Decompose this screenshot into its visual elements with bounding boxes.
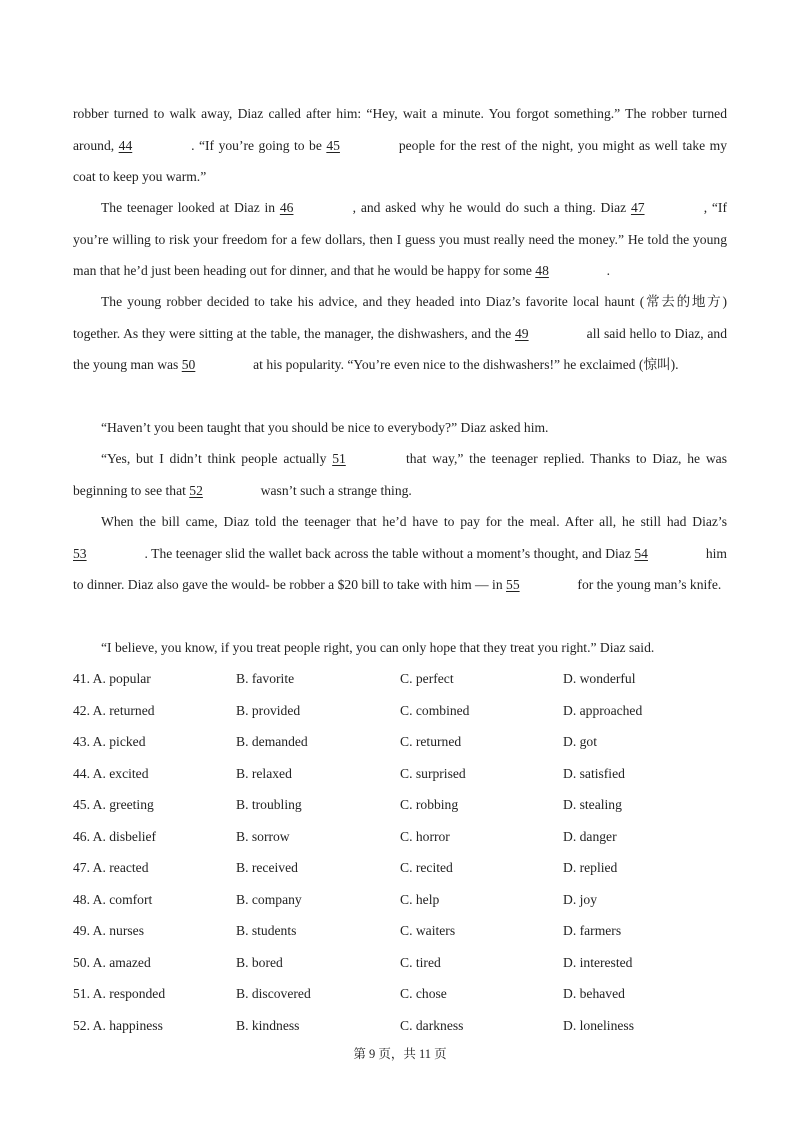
blank-48: 48	[535, 263, 549, 278]
option-b: B. demanded	[236, 734, 308, 749]
passage-text: “Yes, but I didn’t think people actually	[101, 451, 333, 466]
option-b: B. kindness	[236, 1017, 300, 1033]
passage-paragraph-1	[73, 98, 727, 193]
passage-paragraph-7	[73, 632, 727, 664]
blank-50: 50	[181, 357, 196, 372]
question-row-51	[73, 978, 733, 1010]
option-c: C. combined	[400, 702, 470, 718]
passage-text: .	[603, 263, 611, 278]
passage-text: , and asked why he would do such a thing. Diaz	[347, 200, 631, 215]
passage-paragraph-4	[73, 412, 727, 444]
option-b: B. received	[236, 860, 298, 875]
option-b: B. discovered	[236, 986, 311, 1001]
passage-paragraph-5	[73, 443, 727, 506]
blank-44: 44	[118, 137, 133, 153]
option-c: C. horror	[400, 828, 450, 844]
option-d: D. loneliness	[563, 1017, 634, 1033]
option-c: C. recited	[400, 860, 453, 875]
option-a: 44. A. excited	[73, 765, 149, 781]
passage-text: for the young man’s knife.	[574, 577, 722, 592]
option-c: C. help	[400, 891, 440, 907]
question-row-44	[73, 758, 733, 790]
option-b: B. bored	[236, 954, 283, 970]
option-d: D. interested	[563, 954, 633, 970]
answer-options	[73, 663, 733, 1041]
option-a: 48. A. comfort	[73, 891, 153, 907]
passage-paragraph-3	[73, 286, 727, 381]
option-d: D. replied	[563, 860, 618, 875]
blank-46: 46	[279, 200, 294, 215]
question-row-43	[73, 726, 733, 758]
option-d: D. got	[563, 734, 597, 749]
option-c: C. robbing	[400, 797, 459, 812]
option-c: C. returned	[400, 734, 462, 749]
page-number: 第 9 页，共 11 页	[353, 1047, 447, 1061]
question-row-42	[73, 695, 733, 727]
passage-text: The teenager looked at Diaz in	[101, 200, 280, 215]
option-c: C. tired	[400, 954, 441, 970]
question-row-49	[73, 915, 733, 947]
option-a: 43. A. picked	[73, 734, 146, 749]
passage-text: all said hello to Diaz, and the young man was	[73, 325, 727, 372]
option-a: 46. A. disbelief	[73, 828, 157, 844]
option-a: 47. A. reacted	[73, 860, 149, 875]
option-a: 42. A. returned	[73, 702, 155, 718]
option-b: B. troubling	[236, 797, 302, 812]
passage-paragraph-2	[73, 192, 727, 287]
option-d: D. satisfied	[563, 765, 625, 781]
question-row-52	[73, 1010, 733, 1042]
blank-52: 52	[189, 482, 203, 498]
passage-text: wasn’t such a strange thing.	[257, 482, 412, 498]
question-row-48	[73, 884, 733, 916]
option-a: 49. A. nurses	[73, 923, 144, 938]
question-row-47	[73, 852, 733, 884]
passage-text: , “If you’re willing to risk your freedom for a few dollars, then I guess you must really need the money.” He told the young man that he’d just been heading out for dinner, and that he would be happy for some	[73, 200, 727, 278]
option-c: C. surprised	[400, 765, 466, 781]
question-row-41	[73, 663, 733, 695]
option-c: C. perfect	[400, 671, 454, 686]
passage-text: him to dinner. Diaz also gave the would- be robber a $20 bill to take with him — in	[73, 545, 728, 592]
passage-text: “Haven’t you been taught that you should be nice to everybody?” Diaz asked him.	[101, 420, 549, 435]
passage-text: . The teenager slid the wallet back across the table without a moment’s thought, and Diaz	[141, 545, 635, 561]
option-a: 52. A. happiness	[73, 1017, 163, 1033]
passage-text: that way,” the teenager replied. Thanks to Diaz, he was beginning to see that	[73, 451, 727, 498]
option-b: B. sorrow	[236, 828, 290, 844]
passage-text: at his popularity. “You’re even nice to the dishwashers!” he exclaimed (惊叫).	[249, 357, 679, 372]
blank-55: 55	[506, 577, 520, 592]
option-a: 50. A. amazed	[73, 954, 151, 970]
passage-text: . “If you’re going to be	[186, 137, 327, 153]
option-b: B. provided	[236, 702, 301, 718]
passage-text: robber turned to walk away, Diaz called after him: “Hey, wait a minute. You forgot something.” The robber turned around,	[73, 106, 727, 153]
option-d: D. joy	[563, 891, 597, 907]
option-b: B. relaxed	[236, 765, 292, 781]
blank-54: 54	[634, 545, 648, 561]
option-b: B. favorite	[236, 671, 295, 686]
blank-53: 53	[73, 545, 87, 561]
passage-text: When the bill came, Diaz told the teenager that he’d have to pay for the meal. After all, he still had Diaz’s	[101, 514, 727, 529]
blank-47: 47	[630, 200, 645, 215]
option-d: D. danger	[563, 828, 617, 844]
option-d: D. behaved	[563, 986, 625, 1001]
question-row-50	[73, 947, 733, 979]
option-a: 51. A. responded	[73, 986, 166, 1001]
question-row-45	[73, 789, 733, 821]
blank-51: 51	[332, 451, 346, 466]
blank-49: 49	[515, 325, 529, 341]
blank-45: 45	[326, 137, 340, 153]
option-d: D. wonderful	[563, 671, 636, 686]
option-b: B. company	[236, 891, 302, 907]
option-c: C. chose	[400, 986, 447, 1001]
question-row-46	[73, 821, 733, 853]
option-a: 41. A. popular	[73, 671, 151, 686]
option-c: C. waiters	[400, 923, 456, 938]
passage-text: people for the rest of the night, you might as well take my coat to keep you warm.”	[73, 137, 728, 184]
passage-text: The young robber decided to take his advice, and they headed into Diaz’s favorite local haunt (常去的地方) together. As they were sitting at the table, the manager, the dishwashers, and the	[73, 294, 727, 341]
option-d: D. farmers	[563, 923, 622, 938]
passage-paragraph-6	[73, 506, 727, 601]
option-d: D. approached	[563, 702, 643, 718]
option-c: C. darkness	[400, 1017, 464, 1033]
passage-text: “I believe, you know, if you treat people right, you can only hope that they treat you right.” Diaz said.	[101, 640, 655, 655]
option-b: B. students	[236, 923, 297, 938]
option-a: 45. A. greeting	[73, 797, 154, 812]
option-d: D. stealing	[563, 797, 622, 812]
